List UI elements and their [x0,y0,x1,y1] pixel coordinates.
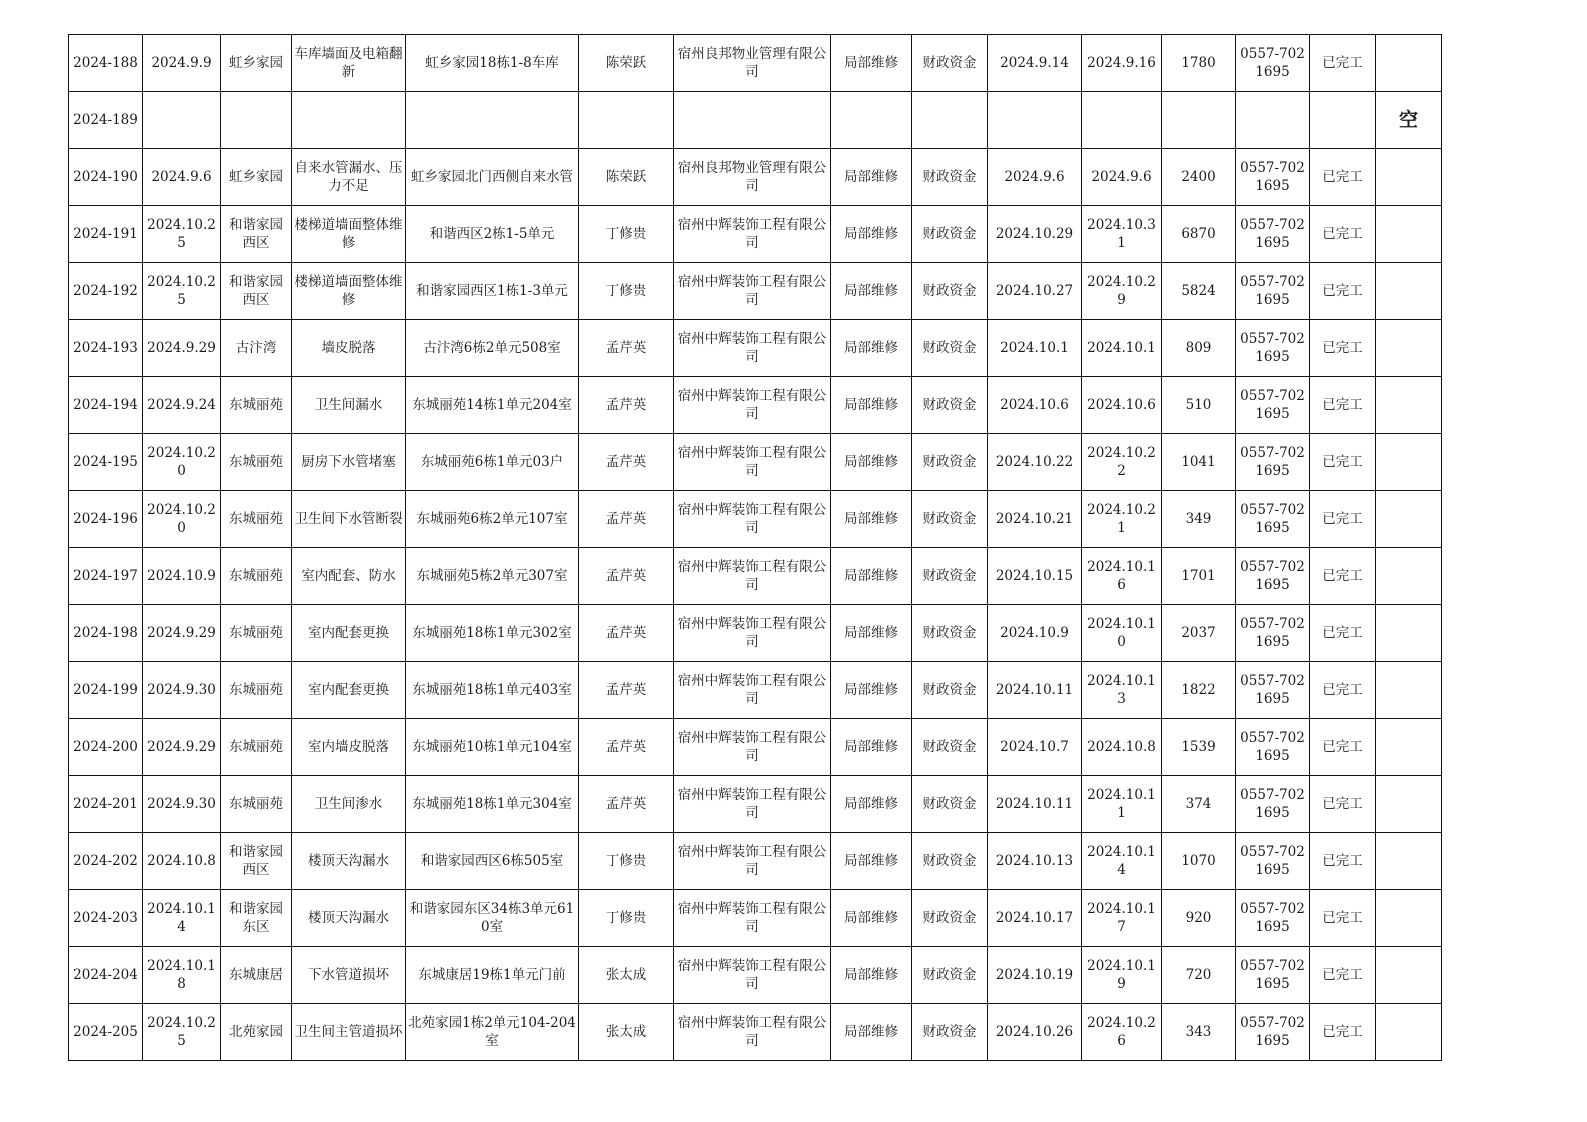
community-cell: 和谐家园西区 [221,206,292,263]
phone-cell [1236,92,1310,149]
record-no-cell: 2024-201 [69,776,143,833]
repair-type-cell: 局部维修 [831,776,912,833]
company-cell: 宿州中辉装饰工程有限公司 [674,491,831,548]
community-cell: 东城丽苑 [221,605,292,662]
end-date-cell: 2024.9.6 [1082,149,1162,206]
location-cell: 东城康居19栋1单元门前 [406,947,579,1004]
funding-cell: 财政资金 [912,719,988,776]
table-row [69,605,1442,662]
status-cell: 已完工 [1310,890,1376,947]
issue-cell: 楼顶天沟漏水 [292,833,406,890]
end-date-cell: 2024.10.21 [1082,491,1162,548]
contact-cell: 孟芹英 [579,491,674,548]
location-cell: 虹乡家园北门西侧自来水管 [406,149,579,206]
table-row [69,776,1442,833]
issue-cell: 卫生间下水管断裂 [292,491,406,548]
repair-type-cell: 局部维修 [831,890,912,947]
start-date-cell: 2024.10.11 [988,662,1082,719]
note-cell [1376,263,1442,320]
table-row [69,548,1442,605]
funding-cell: 财政资金 [912,890,988,947]
repair-type-cell: 局部维修 [831,548,912,605]
company-cell: 宿州中辉装饰工程有限公司 [674,206,831,263]
company-cell: 宿州中辉装饰工程有限公司 [674,434,831,491]
table-row [69,662,1442,719]
issue-cell: 车库墙面及电箱翻新 [292,35,406,92]
record-no-cell: 2024-191 [69,206,143,263]
company-cell: 宿州中辉装饰工程有限公司 [674,719,831,776]
company-cell: 宿州中辉装饰工程有限公司 [674,263,831,320]
end-date-cell: 2024.10.26 [1082,1004,1162,1061]
location-cell: 东城丽苑6栋2单元107室 [406,491,579,548]
repair-type-cell: 局部维修 [831,662,912,719]
status-cell: 已完工 [1310,719,1376,776]
phone-cell: 0557-7021695 [1236,719,1310,776]
status-cell: 已完工 [1310,662,1376,719]
issue-cell: 自来水管漏水、压力不足 [292,149,406,206]
status-cell: 已完工 [1310,149,1376,206]
community-cell: 和谐家园西区 [221,263,292,320]
funding-cell: 财政资金 [912,605,988,662]
amount-cell: 1822 [1162,662,1236,719]
contact-cell: 孟芹英 [579,320,674,377]
record-no-cell: 2024-204 [69,947,143,1004]
company-cell [674,92,831,149]
amount-cell: 809 [1162,320,1236,377]
report-date-cell: 2024.10.20 [143,434,221,491]
company-cell: 宿州良邦物业管理有限公司 [674,149,831,206]
amount-cell: 1780 [1162,35,1236,92]
start-date-cell [988,92,1082,149]
status-cell: 已完工 [1310,35,1376,92]
funding-cell: 财政资金 [912,833,988,890]
community-cell: 东城丽苑 [221,377,292,434]
start-date-cell: 2024.10.21 [988,491,1082,548]
end-date-cell: 2024.10.1 [1082,320,1162,377]
report-date-cell: 2024.10.25 [143,1004,221,1061]
funding-cell: 财政资金 [912,377,988,434]
funding-cell [912,92,988,149]
status-cell: 已完工 [1310,491,1376,548]
contact-cell: 孟芹英 [579,377,674,434]
report-date-cell: 2024.10.18 [143,947,221,1004]
repair-type-cell: 局部维修 [831,947,912,1004]
repair-type-cell: 局部维修 [831,206,912,263]
repair-type-cell: 局部维修 [831,377,912,434]
status-cell: 已完工 [1310,206,1376,263]
location-cell [406,92,579,149]
start-date-cell: 2024.10.29 [988,206,1082,263]
issue-cell: 楼梯道墙面整体维修 [292,263,406,320]
record-no-cell: 2024-200 [69,719,143,776]
start-date-cell: 2024.9.6 [988,149,1082,206]
phone-cell: 0557-7021695 [1236,491,1310,548]
report-date-cell: 2024.9.9 [143,35,221,92]
community-cell [221,92,292,149]
contact-cell: 陈荣跃 [579,35,674,92]
contact-cell: 丁修贵 [579,206,674,263]
contact-cell: 丁修贵 [579,833,674,890]
record-no-cell: 2024-196 [69,491,143,548]
record-no-cell: 2024-188 [69,35,143,92]
repair-type-cell: 局部维修 [831,833,912,890]
amount-cell: 1041 [1162,434,1236,491]
table-row [69,320,1442,377]
note-cell [1376,35,1442,92]
repair-type-cell: 局部维修 [831,1004,912,1061]
company-cell: 宿州中辉装饰工程有限公司 [674,320,831,377]
report-date-cell [143,92,221,149]
end-date-cell: 2024.10.6 [1082,377,1162,434]
funding-cell: 财政资金 [912,263,988,320]
issue-cell: 室内墙皮脱落 [292,719,406,776]
amount-cell: 6870 [1162,206,1236,263]
table-row [69,377,1442,434]
status-cell: 已完工 [1310,548,1376,605]
phone-cell: 0557-7021695 [1236,947,1310,1004]
status-cell: 已完工 [1310,605,1376,662]
start-date-cell: 2024.9.14 [988,35,1082,92]
start-date-cell: 2024.10.11 [988,776,1082,833]
funding-cell: 财政资金 [912,491,988,548]
report-date-cell: 2024.10.14 [143,890,221,947]
report-date-cell: 2024.9.24 [143,377,221,434]
record-no-cell: 2024-192 [69,263,143,320]
report-date-cell: 2024.9.29 [143,605,221,662]
phone-cell: 0557-7021695 [1236,149,1310,206]
location-cell: 东城丽苑10栋1单元104室 [406,719,579,776]
report-date-cell: 2024.9.29 [143,719,221,776]
company-cell: 宿州中辉装饰工程有限公司 [674,605,831,662]
contact-cell: 张太成 [579,947,674,1004]
company-cell: 宿州中辉装饰工程有限公司 [674,377,831,434]
record-no-cell: 2024-195 [69,434,143,491]
repair-type-cell: 局部维修 [831,320,912,377]
end-date-cell: 2024.10.10 [1082,605,1162,662]
company-cell: 宿州良邦物业管理有限公司 [674,35,831,92]
status-cell: 已完工 [1310,1004,1376,1061]
company-cell: 宿州中辉装饰工程有限公司 [674,947,831,1004]
table-row [69,833,1442,890]
record-no-cell: 2024-193 [69,320,143,377]
amount-cell [1162,92,1236,149]
location-cell: 古汴湾6栋2单元508室 [406,320,579,377]
end-date-cell: 2024.10.17 [1082,890,1162,947]
location-cell: 和谐西区2栋1-5单元 [406,206,579,263]
table-row [69,491,1442,548]
phone-cell: 0557-7021695 [1236,35,1310,92]
issue-cell: 墙皮脱落 [292,320,406,377]
table-row [69,890,1442,947]
issue-cell [292,92,406,149]
start-date-cell: 2024.10.6 [988,377,1082,434]
phone-cell: 0557-7021695 [1236,1004,1310,1061]
repair-type-cell: 局部维修 [831,605,912,662]
note-cell: 空 [1376,92,1442,149]
phone-cell: 0557-7021695 [1236,776,1310,833]
start-date-cell: 2024.10.26 [988,1004,1082,1061]
record-no-cell: 2024-198 [69,605,143,662]
phone-cell: 0557-7021695 [1236,320,1310,377]
start-date-cell: 2024.10.27 [988,263,1082,320]
end-date-cell: 2024.10.19 [1082,947,1162,1004]
start-date-cell: 2024.10.9 [988,605,1082,662]
amount-cell: 510 [1162,377,1236,434]
community-cell: 虹乡家园 [221,35,292,92]
report-date-cell: 2024.9.6 [143,149,221,206]
location-cell: 北苑家园1栋2单元104-204室 [406,1004,579,1061]
repair-type-cell: 局部维修 [831,491,912,548]
community-cell: 和谐家园东区 [221,890,292,947]
issue-cell: 下水管道损坏 [292,947,406,1004]
company-cell: 宿州中辉装饰工程有限公司 [674,662,831,719]
table-row [69,947,1442,1004]
note-cell [1376,605,1442,662]
status-cell: 已完工 [1310,377,1376,434]
issue-cell: 厨房下水管堵塞 [292,434,406,491]
amount-cell: 5824 [1162,263,1236,320]
funding-cell: 财政资金 [912,776,988,833]
end-date-cell: 2024.9.16 [1082,35,1162,92]
amount-cell: 1070 [1162,833,1236,890]
location-cell: 东城丽苑18栋1单元302室 [406,605,579,662]
location-cell: 东城丽苑18栋1单元403室 [406,662,579,719]
contact-cell: 孟芹英 [579,605,674,662]
location-cell: 东城丽苑6栋1单元03户 [406,434,579,491]
end-date-cell: 2024.10.31 [1082,206,1162,263]
start-date-cell: 2024.10.13 [988,833,1082,890]
repair-records-table [68,34,1442,1061]
company-cell: 宿州中辉装饰工程有限公司 [674,548,831,605]
start-date-cell: 2024.10.15 [988,548,1082,605]
record-no-cell: 2024-197 [69,548,143,605]
repair-type-cell: 局部维修 [831,719,912,776]
issue-cell: 室内配套更换 [292,605,406,662]
issue-cell: 楼梯道墙面整体维修 [292,206,406,263]
start-date-cell: 2024.10.22 [988,434,1082,491]
record-no-cell: 2024-199 [69,662,143,719]
status-cell: 已完工 [1310,947,1376,1004]
contact-cell: 丁修贵 [579,263,674,320]
funding-cell: 财政资金 [912,35,988,92]
report-date-cell: 2024.9.29 [143,320,221,377]
record-no-cell: 2024-203 [69,890,143,947]
company-cell: 宿州中辉装饰工程有限公司 [674,890,831,947]
community-cell: 东城丽苑 [221,491,292,548]
table-body [69,35,1442,1061]
repair-type-cell: 局部维修 [831,35,912,92]
repair-type-cell: 局部维修 [831,149,912,206]
issue-cell: 卫生间主管道损坏 [292,1004,406,1061]
funding-cell: 财政资金 [912,434,988,491]
location-cell: 东城丽苑5栋2单元307室 [406,548,579,605]
record-no-cell: 2024-190 [69,149,143,206]
repair-type-cell: 局部维修 [831,434,912,491]
contact-cell: 孟芹英 [579,776,674,833]
amount-cell: 920 [1162,890,1236,947]
community-cell: 东城丽苑 [221,548,292,605]
record-no-cell: 2024-194 [69,377,143,434]
table-row [69,719,1442,776]
note-cell [1376,206,1442,263]
status-cell: 已完工 [1310,776,1376,833]
community-cell: 东城丽苑 [221,719,292,776]
record-no-cell: 2024-189 [69,92,143,149]
report-date-cell: 2024.10.20 [143,491,221,548]
company-cell: 宿州中辉装饰工程有限公司 [674,776,831,833]
issue-cell: 楼顶天沟漏水 [292,890,406,947]
phone-cell: 0557-7021695 [1236,263,1310,320]
report-date-cell: 2024.9.30 [143,776,221,833]
funding-cell: 财政资金 [912,1004,988,1061]
community-cell: 东城康居 [221,947,292,1004]
note-cell [1376,377,1442,434]
funding-cell: 财政资金 [912,206,988,263]
location-cell: 东城丽苑14栋1单元204室 [406,377,579,434]
note-cell [1376,719,1442,776]
issue-cell: 室内配套更换 [292,662,406,719]
contact-cell: 孟芹英 [579,719,674,776]
report-date-cell: 2024.10.25 [143,206,221,263]
note-cell [1376,1004,1442,1061]
note-cell [1376,491,1442,548]
community-cell: 和谐家园西区 [221,833,292,890]
amount-cell: 349 [1162,491,1236,548]
contact-cell: 孟芹英 [579,548,674,605]
record-no-cell: 2024-202 [69,833,143,890]
note-cell [1376,947,1442,1004]
funding-cell: 财政资金 [912,662,988,719]
funding-cell: 财政资金 [912,320,988,377]
community-cell: 东城丽苑 [221,776,292,833]
note-cell [1376,149,1442,206]
community-cell: 东城丽苑 [221,662,292,719]
status-cell: 已完工 [1310,263,1376,320]
note-cell [1376,890,1442,947]
contact-cell: 孟芹英 [579,662,674,719]
start-date-cell: 2024.10.19 [988,947,1082,1004]
contact-cell: 陈荣跃 [579,149,674,206]
location-cell: 虹乡家园18栋1-8车库 [406,35,579,92]
repair-type-cell: 局部维修 [831,263,912,320]
community-cell: 虹乡家园 [221,149,292,206]
record-no-cell: 2024-205 [69,1004,143,1061]
contact-cell: 孟芹英 [579,434,674,491]
phone-cell: 0557-7021695 [1236,206,1310,263]
end-date-cell: 2024.10.16 [1082,548,1162,605]
company-cell: 宿州中辉装饰工程有限公司 [674,833,831,890]
table-row [69,263,1442,320]
community-cell: 北苑家园 [221,1004,292,1061]
report-date-cell: 2024.10.8 [143,833,221,890]
amount-cell: 2037 [1162,605,1236,662]
funding-cell: 财政资金 [912,149,988,206]
table-row [69,1004,1442,1061]
start-date-cell: 2024.10.7 [988,719,1082,776]
phone-cell: 0557-7021695 [1236,833,1310,890]
amount-cell: 2400 [1162,149,1236,206]
end-date-cell: 2024.10.22 [1082,434,1162,491]
amount-cell: 374 [1162,776,1236,833]
location-cell: 和谐家园西区1栋1-3单元 [406,263,579,320]
end-date-cell: 2024.10.11 [1082,776,1162,833]
phone-cell: 0557-7021695 [1236,377,1310,434]
contact-cell: 张太成 [579,1004,674,1061]
repair-type-cell [831,92,912,149]
phone-cell: 0557-7021695 [1236,605,1310,662]
end-date-cell [1082,92,1162,149]
end-date-cell: 2024.10.14 [1082,833,1162,890]
amount-cell: 1701 [1162,548,1236,605]
status-cell: 已完工 [1310,434,1376,491]
phone-cell: 0557-7021695 [1236,662,1310,719]
end-date-cell: 2024.10.13 [1082,662,1162,719]
phone-cell: 0557-7021695 [1236,890,1310,947]
issue-cell: 卫生间漏水 [292,377,406,434]
table-row [69,35,1442,92]
amount-cell: 343 [1162,1004,1236,1061]
funding-cell: 财政资金 [912,548,988,605]
note-cell [1376,434,1442,491]
end-date-cell: 2024.10.8 [1082,719,1162,776]
status-cell [1310,92,1376,149]
report-date-cell: 2024.10.25 [143,263,221,320]
contact-cell: 丁修贵 [579,890,674,947]
contact-cell [579,92,674,149]
note-cell [1376,833,1442,890]
issue-cell: 卫生间渗水 [292,776,406,833]
location-cell: 东城丽苑18栋1单元304室 [406,776,579,833]
note-cell [1376,776,1442,833]
start-date-cell: 2024.10.17 [988,890,1082,947]
table-row [69,92,1442,149]
note-cell [1376,320,1442,377]
start-date-cell: 2024.10.1 [988,320,1082,377]
amount-cell: 1539 [1162,719,1236,776]
funding-cell: 财政资金 [912,947,988,1004]
table-row [69,434,1442,491]
amount-cell: 720 [1162,947,1236,1004]
community-cell: 古汴湾 [221,320,292,377]
company-cell: 宿州中辉装饰工程有限公司 [674,1004,831,1061]
report-date-cell: 2024.10.9 [143,548,221,605]
location-cell: 和谐家园西区6栋505室 [406,833,579,890]
community-cell: 东城丽苑 [221,434,292,491]
phone-cell: 0557-7021695 [1236,434,1310,491]
location-cell: 和谐家园东区34栋3单元610室 [406,890,579,947]
table-row [69,206,1442,263]
note-cell [1376,548,1442,605]
status-cell: 已完工 [1310,833,1376,890]
end-date-cell: 2024.10.29 [1082,263,1162,320]
table-row [69,149,1442,206]
status-cell: 已完工 [1310,320,1376,377]
note-cell [1376,662,1442,719]
phone-cell: 0557-7021695 [1236,548,1310,605]
report-date-cell: 2024.9.30 [143,662,221,719]
issue-cell: 室内配套、防水 [292,548,406,605]
